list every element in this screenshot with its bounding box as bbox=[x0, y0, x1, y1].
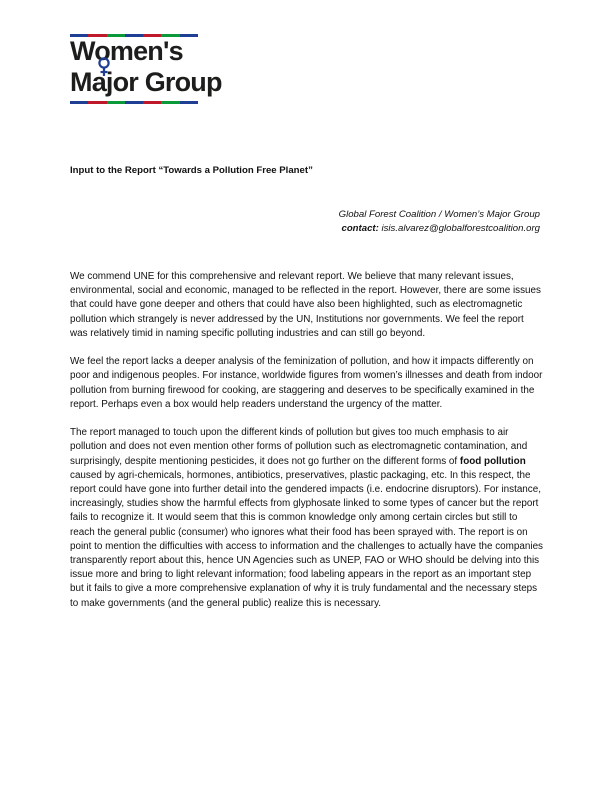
paragraph-3-text-start: The report managed to touch upon the different kinds of pollution but gives too much emphasis to air pollution and does not even mention other forms of pollution such as electromagnetic contamination, and surprisingly, despite mentioning pesticides, it does not go further on the different forms of bbox=[70, 427, 528, 467]
document-title: Input to the Report “Towards a Pollution Free Planet” bbox=[70, 165, 313, 176]
paragraph-1: We commend UNE for this comprehensive and relevant report. We believe that many relevant issues, environmental, social and economic, managed to be reflected in the report. However, there are some issues that could have gone deeper and others that could have also been highlighted, such as electromagnetic pollution which strangely is never addressed by the UN, Institutions nor governments. We feel the report was relatively timid in naming specific polluting industries and can still go beyond. bbox=[70, 271, 541, 339]
contact-email: isis.alvarez@globalforestcoalition.org bbox=[381, 223, 540, 234]
contact-label: contact: bbox=[341, 223, 379, 234]
womens-major-group-logo bbox=[70, 34, 222, 104]
paragraph-3 bbox=[70, 426, 544, 611]
contact-line bbox=[339, 222, 540, 236]
food-pollution-emphasis: food pollution bbox=[459, 455, 526, 467]
organization-name: Global Forest Coalition / Women’s Major Group bbox=[338, 209, 540, 220]
document-body bbox=[70, 270, 544, 625]
paragraph-3-text-end: caused by agri-chemicals, hormones, antibiotics, preservatives, plastic packaging, etc. In this respect, the report could have gone into further detail into the gendered impacts (i.e. endocrine disruptors). For instance, increasingly, studies show the harmful effects from glyphosate linked to some types of cancer but the report fails to recognize it. It would seem that this is common knowledge only among certain circles but still to reach the general public (consumer) who ignores what their food has been sprayed with. The report is on point to mention the difficulties with access to information and the challenges to actually have the companies transparently report about this, hence UN Agencies such as UNEP, FAO or WHO should be delving into this issue more and bring to light relevant information; food labeling appears in the report as an important step but it fails to give a more comprehensive explanation of why it is truly fundamental and the necessary steps to make governments (and the general public) realize this is necessary. bbox=[70, 469, 543, 609]
paragraph-2: We feel the report lacks a deeper analysis of the feminization of pollution, and how it impacts differently on poor and indigenous peoples. For instance, worldwide figures from women’s illnesses and death from indoor pollution from burning firewood for cooking, are staggering and deserves to be specifically examined in the report. Perhaps even a box would help readers understand the urgency of the matter. bbox=[70, 356, 543, 410]
logo-bottom-color-bar bbox=[70, 101, 198, 104]
affiliation-block bbox=[339, 208, 540, 236]
logo-line-2: Major Group bbox=[70, 67, 222, 97]
logo-line-1: Women's bbox=[70, 36, 183, 66]
